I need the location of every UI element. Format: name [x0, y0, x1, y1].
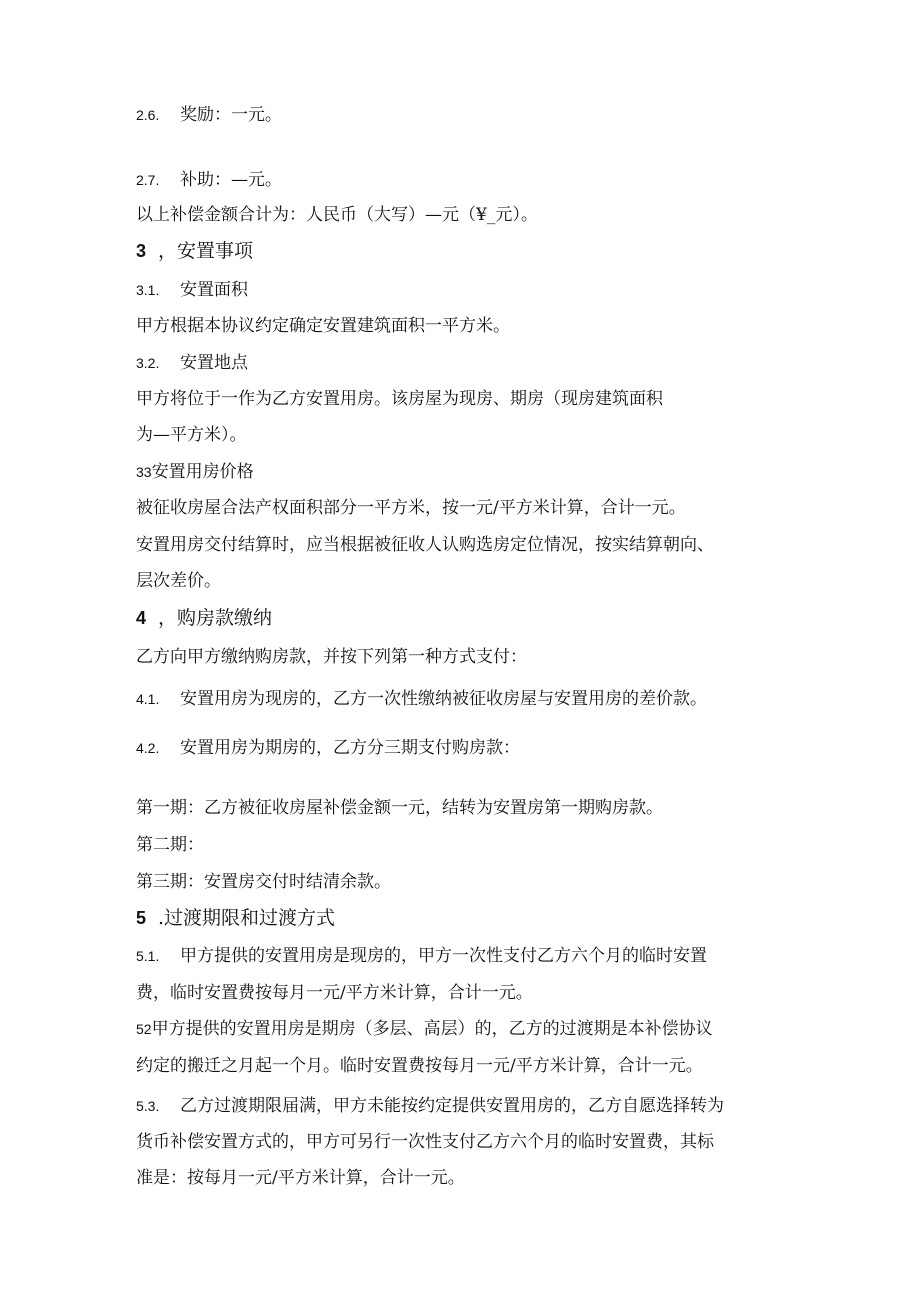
paragraph-text: 甲方将位于一作为乙方安置用房。该房屋为现房、期房（现房建筑面积 — [136, 389, 663, 409]
paragraph-text: 乙方向甲方缴纳购房款，并按下列第一种方式支付： — [136, 647, 527, 667]
paragraph-text: 准是：按每月一元/平方米计算，合计一元。 — [136, 1168, 465, 1188]
item-number: 5.1. — [136, 948, 160, 964]
item-text: 安置地点 — [180, 353, 248, 373]
section-number: 3 — [136, 241, 147, 261]
paragraph-text: 第三期：安置房交付时结清余款。 — [136, 872, 391, 892]
item-text: 甲方提供的安置用房是期房（多层、高层）的，乙方的过渡期是本补偿协议 — [151, 1019, 713, 1039]
item-4-1 — [136, 687, 707, 711]
section-heading-3 — [136, 238, 253, 264]
compensation-total — [136, 203, 538, 227]
item-text: 奖励：一元。 — [180, 105, 282, 125]
paragraph — [136, 423, 247, 447]
paragraph — [136, 496, 686, 520]
paragraph-text: 约定的搬迁之月起一个月。临时安置费按每月一元/平方米计算，合计一元。 — [136, 1056, 703, 1076]
paragraph — [136, 387, 663, 411]
item-text: 安置用房为期房的，乙方分三期支付购房款： — [180, 738, 520, 758]
item-text: 甲方提供的安置用房是现房的，甲方一次性支付乙方六个月的临时安置 — [180, 946, 707, 966]
paragraph — [136, 569, 221, 593]
item-3-2 — [136, 351, 248, 375]
section-number: 4 — [136, 608, 147, 628]
paragraph-text: 以上补偿金额合计为：人民币（大写）—元（¥_元）。 — [136, 205, 538, 225]
paragraph-text: 层次差价。 — [136, 571, 221, 591]
paragraph-text: 甲方根据本协议约定确定安置建筑面积一平方米。 — [136, 316, 510, 336]
paragraph — [136, 1054, 703, 1078]
paragraph — [136, 1166, 465, 1190]
item-text: 安置用房为现房的，乙方一次性缴纳被征收房屋与安置用房的差价款。 — [180, 689, 707, 709]
paragraph — [136, 1130, 714, 1154]
item-text: 补助：—元。 — [180, 170, 282, 190]
payment-phase-3 — [136, 870, 391, 894]
paragraph-text: 被征收房屋合法产权面积部分一平方米，按一元/平方米计算，合计一元。 — [136, 498, 686, 518]
item-5-2 — [136, 1017, 713, 1041]
section-heading-5 — [136, 905, 335, 931]
section-title: .过渡期限和过渡方式 — [158, 907, 336, 929]
item-number: 3.1. — [136, 282, 160, 298]
paragraph — [136, 533, 714, 557]
section-title: ，安置事项 — [158, 240, 254, 262]
paragraph-text: 费，临时安置费按每月一元/平方米计算，合计一元。 — [136, 983, 533, 1003]
paragraph-text: 第二期： — [136, 835, 204, 855]
item-number: 5.3. — [136, 1098, 160, 1114]
item-4-2 — [136, 736, 520, 760]
item-number: 2.7. — [136, 172, 160, 188]
item-5-3 — [136, 1094, 724, 1118]
item-number: 52 — [136, 1021, 152, 1037]
paragraph-text: 货币补偿安置方式的，甲方可另行一次性支付乙方六个月的临时安置费，其标 — [136, 1132, 714, 1152]
paragraph-text: 安置用房交付结算时，应当根据被征收人认购选房定位情况，按实结算朝向、 — [136, 535, 714, 555]
item-3-1 — [136, 278, 248, 302]
item-2-7 — [136, 168, 282, 192]
section-number: 5 — [136, 908, 147, 928]
item-text: 安置用房价格 — [151, 462, 254, 482]
paragraph — [136, 314, 510, 338]
item-number: 33 — [136, 464, 152, 480]
item-2-6 — [136, 103, 282, 127]
payment-phase-1 — [136, 796, 663, 820]
item-text: 乙方过渡期限届满，甲方未能按约定提供安置用房的，乙方自愿选择转为 — [180, 1096, 724, 1116]
paragraph-text: 为—平方米）。 — [136, 425, 247, 445]
item-number: 2.6. — [136, 107, 160, 123]
item-text: 安置面积 — [180, 280, 248, 300]
paragraph — [136, 981, 533, 1005]
item-3-3 — [136, 460, 254, 484]
item-number: 4.1. — [136, 691, 160, 707]
item-number: 3.2. — [136, 355, 160, 371]
item-5-1 — [136, 944, 707, 968]
section-heading-4 — [136, 605, 272, 631]
paragraph-text: 第一期：乙方被征收房屋补偿金额一元，结转为安置房第一期购房款。 — [136, 798, 663, 818]
section-title: ，购房款缴纳 — [158, 607, 273, 629]
item-number: 4.2. — [136, 740, 160, 756]
payment-phase-2 — [136, 833, 204, 857]
paragraph — [136, 645, 527, 669]
